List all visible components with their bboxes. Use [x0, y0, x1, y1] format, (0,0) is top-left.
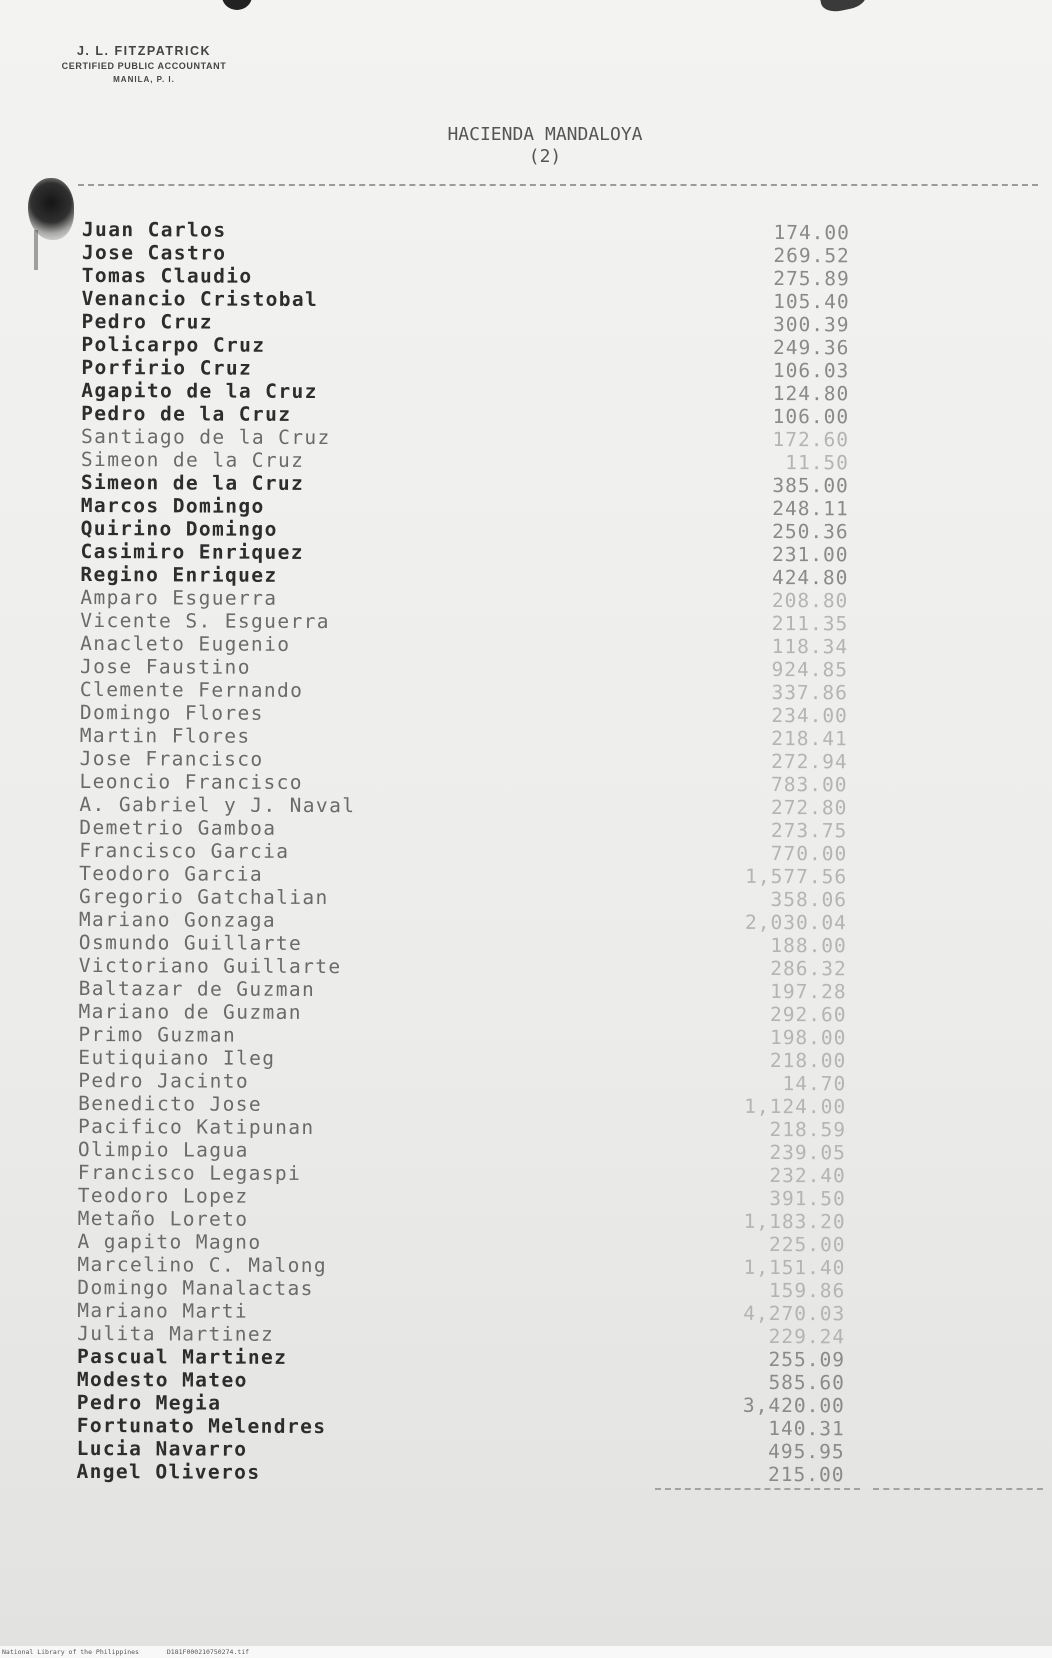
- letterhead-city: MANILA, P. I.: [113, 75, 175, 84]
- table-row: [77, 1345, 845, 1371]
- table-row: [80, 678, 848, 704]
- entry-name: Jose Faustino: [79, 654, 251, 679]
- entry-name: Julita Martinez: [77, 1321, 275, 1346]
- entry-name: Clemente Fernando: [79, 677, 304, 702]
- entry-name: Pedro Jacinto: [78, 1068, 250, 1093]
- entry-name: Agapito de la Cruz: [81, 378, 318, 404]
- table-row: [79, 885, 847, 911]
- entry-name: Pedro Cruz: [81, 309, 214, 334]
- entry-amount: 1,124.00: [744, 1094, 847, 1119]
- entry-name: Santiago de la Cruz: [80, 424, 331, 450]
- entry-amount: 495.95: [768, 1440, 845, 1464]
- entry-name: Demetrio Gamboa: [79, 815, 277, 840]
- entry-amount: 234.00: [771, 704, 848, 728]
- entry-name: Domingo Manalactas: [77, 1275, 314, 1301]
- entry-name: Mariano Marti: [77, 1298, 249, 1323]
- scan-footer: [0, 1646, 1052, 1658]
- table-row: [79, 954, 847, 980]
- table-row: [78, 1069, 846, 1095]
- entry-amount: 188.00: [770, 934, 847, 958]
- entry-amount: 255.09: [768, 1348, 846, 1372]
- entry-amount: 770.00: [770, 842, 848, 866]
- entry-amount: 239.05: [769, 1141, 846, 1165]
- entry-name: Osmundo Guillarte: [78, 930, 303, 955]
- entry-amount: 231.00: [772, 543, 849, 567]
- entry-amount: 585.60: [768, 1371, 845, 1395]
- table-row: [78, 1092, 846, 1118]
- table-row: [79, 839, 847, 865]
- letterhead: [34, 44, 254, 84]
- table-row: [80, 609, 848, 635]
- entry-name: Martin Flores: [79, 723, 251, 748]
- entry-name: Mariano Gonzaga: [78, 907, 277, 932]
- entry-amount: 248.11: [772, 497, 849, 521]
- entry-amount: 292.60: [770, 1003, 847, 1027]
- entry-name: Jose Francisco: [79, 746, 264, 771]
- table-row: [80, 747, 848, 773]
- entry-name: Quirino Domingo: [80, 516, 278, 541]
- document-title-block: [380, 124, 710, 168]
- header-rule: [78, 184, 1038, 186]
- entry-name: Modesto Mateo: [76, 1367, 248, 1392]
- table-row: [81, 448, 849, 474]
- table-row: [81, 517, 849, 543]
- entry-amount: 118.34: [771, 635, 849, 659]
- table-row: [82, 264, 850, 290]
- entry-name: Teodoro Garcia: [79, 861, 264, 886]
- entry-amount: 424.80: [771, 566, 849, 590]
- entry-amount: 1,151.40: [743, 1255, 846, 1280]
- entry-amount: 269.52: [773, 244, 850, 268]
- entry-amount: 4,270.03: [743, 1301, 846, 1326]
- entry-amount: 783.00: [771, 773, 848, 797]
- entry-amount: 211.35: [771, 612, 849, 636]
- entries-list: [76, 218, 850, 1486]
- entry-name: Pacifico Katipunan: [77, 1114, 315, 1140]
- entry-name: Amparo Esguerra: [80, 585, 278, 610]
- entry-name: Fortunato Melendres: [76, 1413, 327, 1439]
- entry-name: Pedro de la Cruz: [81, 401, 292, 426]
- entry-amount: 250.36: [772, 520, 849, 544]
- entry-name: Leoncio Francisco: [79, 769, 303, 794]
- table-row: [78, 1046, 846, 1072]
- table-row: [79, 977, 847, 1003]
- table-row: [78, 1138, 846, 1164]
- entry-amount: 225.00: [769, 1233, 846, 1257]
- entry-amount: 105.40: [773, 290, 850, 314]
- entry-name: Benedicto Jose: [78, 1091, 263, 1116]
- table-row: [77, 1253, 845, 1279]
- table-row: [81, 471, 849, 497]
- entry-name: Simeon de la Cruz: [80, 447, 305, 472]
- table-row: [77, 1391, 845, 1417]
- table-row: [80, 724, 848, 750]
- entry-name: Angel Oliveros: [76, 1459, 261, 1484]
- entry-amount: 159.86: [768, 1279, 846, 1303]
- entry-name: Lucia Navarro: [76, 1436, 248, 1461]
- table-row: [78, 1115, 846, 1141]
- table-row: [76, 1460, 844, 1486]
- entry-amount: 3,420.00: [742, 1393, 845, 1418]
- table-row: [78, 1161, 846, 1187]
- table-row: [77, 1368, 845, 1394]
- entry-amount: 197.28: [770, 980, 847, 1004]
- entry-amount: 106.03: [772, 359, 850, 383]
- entry-name: Pedro Megia: [76, 1390, 222, 1415]
- entry-name: Baltazar de Guzman: [78, 976, 316, 1002]
- entry-amount: 218.00: [769, 1049, 847, 1073]
- entry-name: Domingo Flores: [79, 700, 264, 725]
- entry-amount: 273.75: [770, 819, 848, 843]
- table-row: [80, 655, 848, 681]
- table-row: [77, 1437, 845, 1463]
- entry-amount: 106.00: [772, 405, 850, 429]
- entry-name: Olimpio Lagua: [77, 1137, 249, 1162]
- entry-amount: 218.59: [769, 1118, 847, 1142]
- table-row: [80, 540, 848, 566]
- total-rule: [655, 1488, 860, 1490]
- entry-name: Casimiro Enriquez: [80, 539, 304, 564]
- table-row: [81, 356, 849, 382]
- table-row: [81, 425, 849, 451]
- entry-amount: 2,030.04: [744, 910, 847, 935]
- total-rule-extension: [873, 1488, 1043, 1490]
- table-row: [79, 793, 847, 819]
- document-title: HACIENDA MANDALOYA: [447, 124, 643, 145]
- table-row: [81, 494, 849, 520]
- entry-name: Victoriano Guillarte: [78, 953, 342, 979]
- entry-name: Policarpo Cruz: [81, 332, 266, 357]
- entry-name: Tomas Claudio: [81, 263, 253, 288]
- entry-name: Teodoro Lopez: [77, 1183, 249, 1208]
- table-row: [82, 218, 850, 244]
- entry-amount: 272.80: [770, 796, 848, 820]
- punch-hole-left: [222, 0, 252, 10]
- entry-amount: 1,577.56: [745, 864, 848, 889]
- table-row: [79, 770, 847, 796]
- entry-amount: 11.50: [785, 451, 849, 475]
- entry-amount: 385.00: [772, 474, 849, 498]
- page-number: (2): [528, 146, 562, 167]
- table-row: [78, 1207, 846, 1233]
- entry-name: Pascual Martinez: [76, 1344, 288, 1369]
- entry-amount: 272.94: [771, 750, 848, 774]
- entry-name: Juan Carlos: [81, 218, 227, 242]
- entry-name: Anacleto Eugenio: [80, 631, 291, 656]
- table-row: [81, 333, 849, 359]
- entry-name: Vicente S. Esguerra: [80, 608, 330, 634]
- entry-amount: 172.60: [772, 428, 850, 452]
- footer-source: National Library of the Philippines: [2, 1648, 139, 1656]
- table-row: [79, 816, 847, 842]
- entry-amount: 924.85: [771, 658, 849, 682]
- entry-amount: 124.80: [772, 382, 850, 406]
- table-row: [80, 586, 848, 612]
- entry-name: A. Gabriel y J. Naval: [79, 792, 356, 818]
- entry-amount: 249.36: [772, 336, 850, 360]
- table-row: [77, 1276, 845, 1302]
- entry-amount: 275.89: [773, 267, 850, 291]
- entry-amount: 229.24: [768, 1325, 846, 1349]
- table-row: [81, 402, 849, 428]
- entry-name: Mariano de Guzman: [78, 999, 302, 1024]
- entry-amount: 232.40: [769, 1164, 846, 1188]
- punch-hole-right: [818, 0, 869, 14]
- table-row: [78, 1000, 846, 1026]
- entry-amount: 337.86: [771, 681, 848, 705]
- entry-name: Marcelino C. Malong: [77, 1252, 328, 1278]
- entry-amount: 14.70: [782, 1072, 847, 1096]
- table-row: [78, 1023, 846, 1049]
- table-row: [79, 908, 847, 934]
- entry-amount: 208.80: [771, 589, 849, 613]
- entry-amount: 391.50: [769, 1187, 846, 1211]
- table-row: [81, 310, 849, 336]
- entry-amount: 198.00: [769, 1026, 847, 1050]
- letterhead-role: CERTIFIED PUBLIC ACCOUNTANT: [61, 61, 227, 71]
- table-row: [77, 1322, 845, 1348]
- entry-amount: 358.06: [770, 888, 848, 912]
- entry-amount: 286.32: [770, 957, 847, 981]
- entry-name: Venancio Cristobal: [81, 286, 319, 312]
- entry-name: Regino Enriquez: [80, 562, 278, 587]
- entry-name: Francisco Legaspi: [77, 1160, 302, 1185]
- entry-name: Primo Guzman: [78, 1022, 237, 1047]
- table-row: [78, 1184, 846, 1210]
- table-row: [81, 379, 849, 405]
- table-row: [79, 931, 847, 957]
- table-row: [77, 1414, 845, 1440]
- table-row: [82, 287, 850, 313]
- entry-name: Jose Castro: [81, 240, 227, 265]
- ink-streak: [34, 230, 38, 270]
- entry-name: Metaño Loreto: [77, 1206, 249, 1231]
- entry-name: Simeon de la Cruz: [80, 470, 305, 495]
- letterhead-name: J. L. FITZPATRICK: [76, 44, 212, 58]
- table-row: [80, 632, 848, 658]
- table-row: [80, 563, 848, 589]
- entry-amount: 1,183.20: [743, 1209, 846, 1234]
- entry-amount: 215.00: [768, 1463, 845, 1487]
- entry-name: Porfirio Cruz: [81, 355, 253, 380]
- entry-amount: 218.41: [771, 727, 848, 751]
- entry-amount: 140.31: [768, 1417, 845, 1441]
- table-row: [77, 1230, 845, 1256]
- entry-name: A gapito Magno: [77, 1229, 262, 1254]
- table-row: [80, 701, 848, 727]
- entry-name: Francisco Garcia: [79, 838, 290, 863]
- entry-name: Eutiquiano Ileg: [78, 1045, 276, 1070]
- entry-name: Marcos Domingo: [80, 493, 265, 518]
- table-row: [79, 862, 847, 888]
- entry-amount: 174.00: [773, 221, 850, 245]
- table-row: [77, 1299, 845, 1325]
- entry-name: Gregorio Gatchalian: [78, 884, 329, 910]
- footer-file: D181F000210750274.tif: [166, 1648, 250, 1656]
- entry-amount: 300.39: [773, 313, 850, 337]
- table-row: [82, 241, 850, 267]
